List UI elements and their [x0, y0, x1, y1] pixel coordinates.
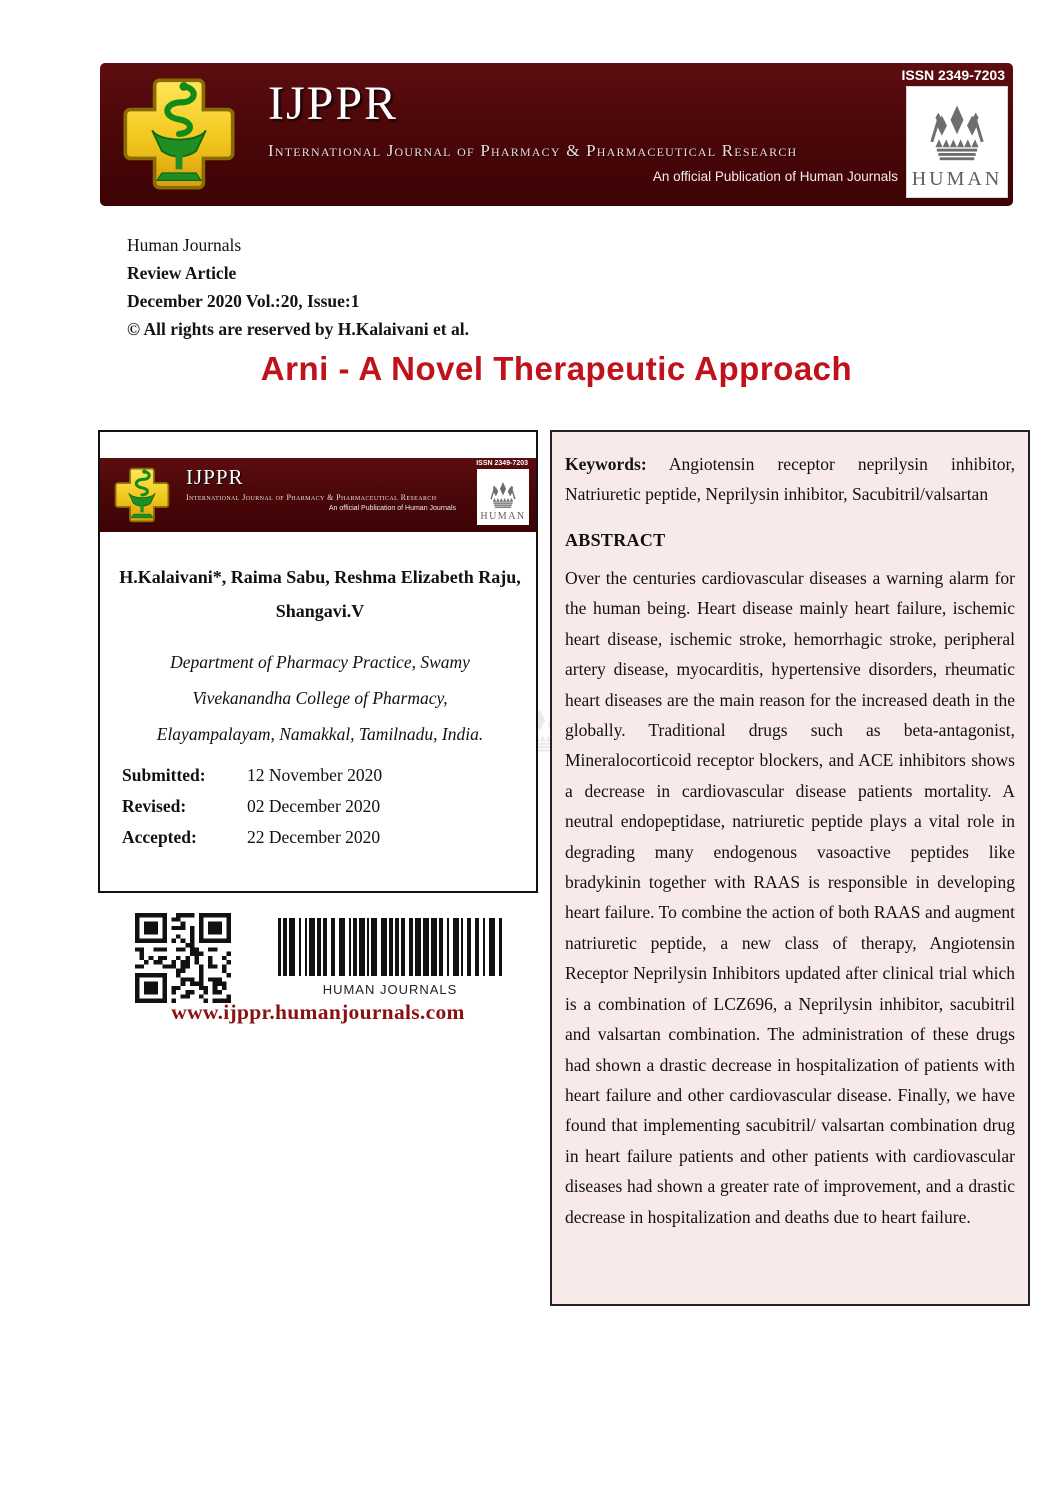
- authors: [110, 560, 530, 628]
- accepted-label: Accepted:: [122, 827, 197, 847]
- issue-line: December 2020 Vol.:20, Issue:1: [127, 291, 360, 311]
- journal-abbreviation: IJPPR: [268, 77, 399, 130]
- human-journals-logo: [477, 469, 529, 525]
- journal-tagline: An official Publication of Human Journals: [652, 169, 898, 184]
- journal-url[interactable]: [98, 1000, 538, 1025]
- journal-banner-text: [268, 75, 898, 184]
- keywords-paragraph: [565, 449, 1015, 509]
- submitted-date: 12 November 2020: [247, 765, 383, 785]
- author-info-card: [98, 430, 538, 893]
- keywords-text: Angiotensin receptor neprilysin inhibitor, Natriuretic peptide, Neprilysin inhibitor, Sacubitril/valsartan: [565, 454, 1015, 504]
- affiliation-line: Vivekanandha College of Pharmacy,: [192, 688, 448, 708]
- human-brand-label: HUMAN: [911, 168, 1003, 190]
- crown-icon: [486, 481, 520, 511]
- accepted-row: [122, 822, 522, 853]
- issn-label: ISSN 2349-7203: [476, 460, 528, 467]
- abstract-text: Over the centuries cardiovascular diseases a warning alarm for the human being. Heart disease mainly heart failure, ischemic heart disease, ischemic stroke, hemorrhagic stroke, peripheral artery disease, myocarditis, hypertensive disorders, rheumatic heart diseases are the main reason for the increased death in the globally. Traditional drugs such as beta-antagonist, Mineralocorticoid receptor blockers, and ACE inhibitors shows a decrease in cardiovascular disease patients mortality. A neutral endopeptidase, natriuretic peptide plays a vital role in degrading many endogenous vasoactive peptides like bradykinin together with RAAS is responsible in developing heart failure. To combine the action of both RAAS and augment natriuretic peptide, a new class of therapy, Angiotensin Receptor Neprilysin Inhibitors updated after clinical trial which is a combination of LCZ696, a Neprilysin inhibitor, sacubitril and valsartan combination. The administration of these drugs had shown a drastic decrease in hospitalization of patients with heart failure and other cardiovascular disease. Finally, we have found that implementing sacubitril/ valsartan combination drug in heart failure patients and other patients with cardiovascular diseases had shown a greater rate of improvement, and a drastic decrease in hospitalization and deaths due to heart failure.: [565, 568, 1015, 1227]
- human-brand-label: HUMAN: [480, 511, 526, 522]
- crown-icon: [921, 104, 993, 166]
- mini-journal-banner: [100, 458, 536, 532]
- issn-label: ISSN 2349-7203: [901, 67, 1005, 83]
- submitted-label: Submitted:: [122, 765, 206, 785]
- submitted-row: [122, 760, 522, 791]
- affiliation-line: Elayampalayam, Namakkal, Tamilnadu, India.: [156, 724, 484, 744]
- journal-banner: [100, 63, 1013, 206]
- affiliation-line: Department of Pharmacy Practice, Swamy: [170, 652, 470, 672]
- qr-code: [135, 913, 231, 1003]
- barcode: [278, 918, 502, 997]
- revised-label: Revised:: [122, 796, 187, 816]
- accepted-date: 22 December 2020: [247, 827, 381, 847]
- keywords-label: Keywords:: [565, 454, 647, 474]
- abstract-card: [550, 430, 1030, 1306]
- journal-abbreviation: IJPPR: [186, 465, 244, 489]
- journal-tagline: An official Publication of Human Journals: [328, 505, 456, 512]
- article-title: Arni - A Novel Therapeutic Approach: [260, 350, 853, 387]
- journal-full-name: International Journal of Pharmacy & Pharmaceutical Research: [268, 141, 798, 160]
- mini-banner-text: [186, 464, 456, 512]
- journal-url-link[interactable]: www.ijppr.humanjournals.com: [171, 1000, 465, 1024]
- affiliation: [110, 644, 530, 752]
- authors-line-1: H.Kalaivani*, Raima Sabu, Reshma Elizabeth Raju,: [119, 567, 521, 587]
- barcode-label: HUMAN JOURNALS: [322, 982, 458, 997]
- pharmacy-cross-icon: [112, 465, 172, 525]
- journal-full-name: International Journal of Pharmacy & Pharmaceutical Research: [186, 493, 437, 502]
- publisher-line: Human Journals: [127, 235, 242, 255]
- article-type-line: Review Article: [127, 263, 237, 283]
- submission-dates: [122, 760, 522, 853]
- pharmacy-cross-icon: [118, 73, 240, 195]
- revised-row: [122, 791, 522, 822]
- revised-date: 02 December 2020: [247, 796, 381, 816]
- abstract-heading: ABSTRACT: [565, 530, 666, 550]
- article-meta: [127, 231, 469, 343]
- copyright-line: © All rights are reserved by H.Kalaivani et al.: [127, 319, 469, 339]
- authors-line-2: Shangavi.V: [275, 601, 365, 621]
- human-journals-logo: [906, 86, 1008, 198]
